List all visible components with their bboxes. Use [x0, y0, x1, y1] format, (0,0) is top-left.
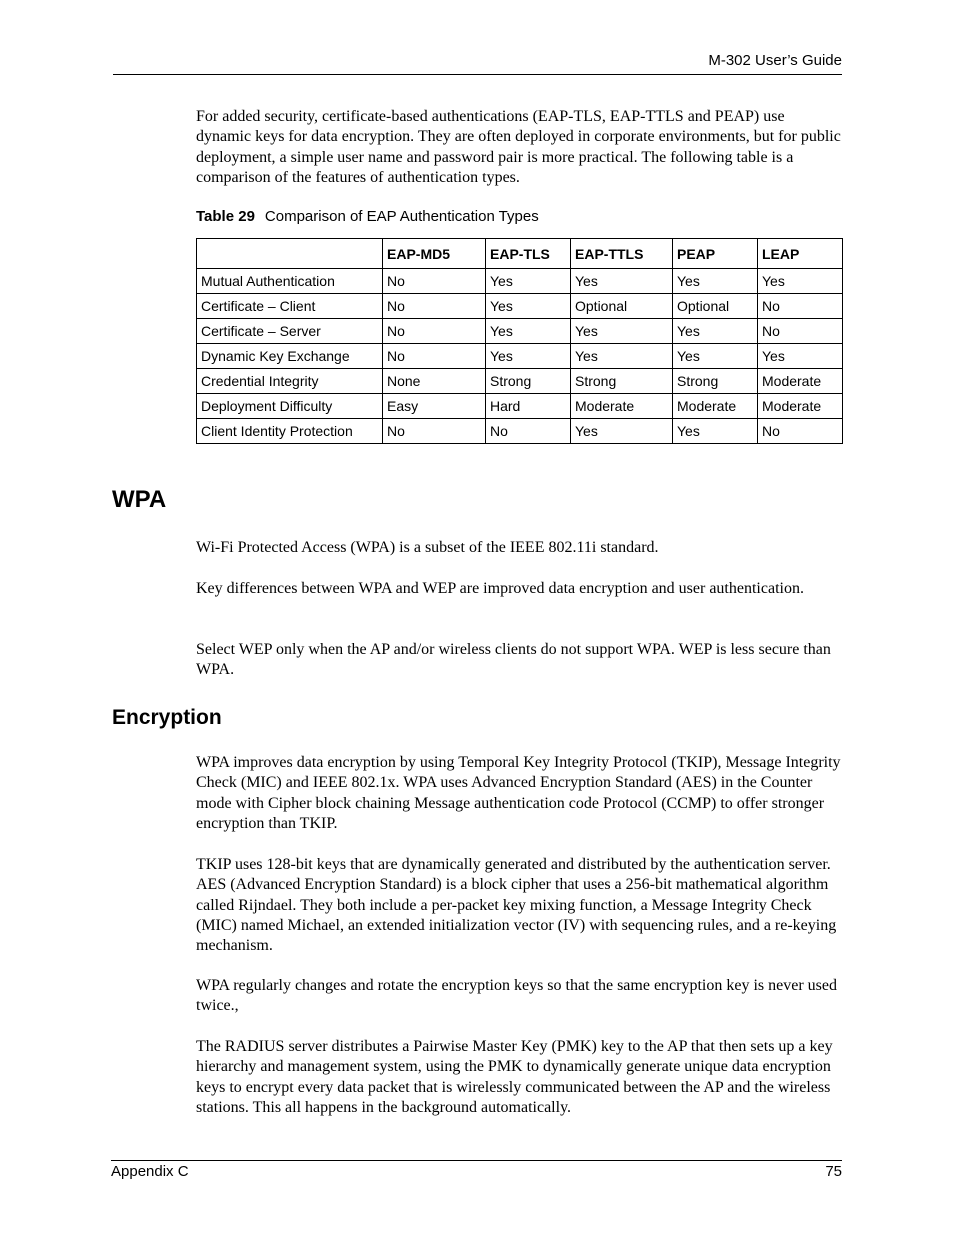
table-cell: Yes — [571, 344, 673, 369]
eap-comparison-table — [196, 238, 843, 444]
table-cell: No — [383, 294, 486, 319]
table-cell: Yes — [486, 344, 571, 369]
table-cell: Yes — [486, 269, 571, 294]
table-cell: No — [383, 319, 486, 344]
row-label: Client Identity Protection — [197, 419, 383, 444]
table-cell: Yes — [758, 269, 843, 294]
wpa-paragraph: Wi-Fi Protected Access (WPA) is a subset of the IEEE 802.11i standard. — [196, 539, 659, 556]
table-cell: No — [758, 294, 843, 319]
table-caption-number: Table 29 — [196, 208, 255, 225]
wpa-paragraph: Select WEP only when the AP and/or wireless clients do not support WPA. WEP is less secure than WPA. — [196, 641, 831, 679]
table-cell: Moderate — [758, 394, 843, 419]
table-cell: Yes — [486, 294, 571, 319]
table-cell: No — [383, 269, 486, 294]
column-header: EAP-TLS — [486, 239, 571, 269]
table-caption-title: Comparison of EAP Authentication Types — [264, 208, 539, 225]
table-cell: Yes — [758, 344, 843, 369]
table-cell: Moderate — [571, 394, 673, 419]
encryption-paragraph: WPA improves data encryption by using Temporal Key Integrity Protocol (TKIP), Message Integrity Check (MIC) and IEEE 802.1x. WPA uses Advanced Encryption Standard (AES) in the Counter mode with Cipher block chaining Message authentication code Protocol (CCMP) to offer stronger encryption than TKIP. — [196, 754, 841, 832]
row-label: Dynamic Key Exchange — [197, 344, 383, 369]
table-cell: No — [486, 419, 571, 444]
column-header: PEAP — [673, 239, 758, 269]
table-cell: Moderate — [758, 369, 843, 394]
table-header-row — [197, 239, 843, 269]
table-caption — [196, 208, 539, 225]
table-cell: Yes — [673, 319, 758, 344]
encryption-paragraph: TKIP uses 128-bit keys that are dynamically generated and distributed by the authentication server. AES (Advanced Encryption Standard) is a block cipher that uses a 256-bit mathematical algorithm called Rijndael. They both include a per-packet key mixing function, a Message Integrity Check (MIC) named Michael, an extended initialization vector (IV) with sequencing rules, and a re-keying mechanism. — [196, 856, 837, 955]
table-cell: No — [758, 319, 843, 344]
table-cell: No — [383, 419, 486, 444]
table-cell: None — [383, 369, 486, 394]
row-label: Deployment Difficulty — [197, 394, 383, 419]
table-row — [197, 269, 843, 294]
table-row — [197, 394, 843, 419]
page-number: 75 — [825, 1163, 842, 1180]
table-cell: Yes — [571, 319, 673, 344]
table-row — [197, 419, 843, 444]
table-cell: No — [383, 344, 486, 369]
table-cell: Yes — [571, 419, 673, 444]
wpa-paragraph: Key differences between WPA and WEP are improved data encryption and user authentication. — [196, 580, 804, 597]
column-header: EAP-MD5 — [383, 239, 486, 269]
row-label: Credential Integrity — [197, 369, 383, 394]
intro-paragraph: For added security, certificate-based authentications (EAP-TLS, EAP-TTLS and PEAP) use dynamic keys for data encryption. They are often deployed in corporate environments, but for public deployment, a simple user name and password pair is more practical. The following table is a comparison of the features of authentication types. — [196, 108, 841, 186]
column-header: EAP-TTLS — [571, 239, 673, 269]
running-header — [113, 50, 842, 75]
table-cell: Strong — [571, 369, 673, 394]
wpa-heading: WPA — [112, 486, 167, 513]
table-cell: Yes — [673, 419, 758, 444]
row-label: Certificate – Server — [197, 319, 383, 344]
table-cell: Moderate — [673, 394, 758, 419]
footer-section: Appendix C — [111, 1163, 189, 1180]
row-label: Mutual Authentication — [197, 269, 383, 294]
table-cell: Yes — [571, 269, 673, 294]
table-cell: Strong — [673, 369, 758, 394]
table-cell: Yes — [673, 344, 758, 369]
table-row — [197, 344, 843, 369]
table-cell: No — [758, 419, 843, 444]
table-cell: Yes — [673, 269, 758, 294]
encryption-paragraph: WPA regularly changes and rotate the encryption keys so that the same encryption key is never used twice., — [196, 977, 837, 1015]
encryption-paragraph: The RADIUS server distributes a Pairwise Master Key (PMK) key to the AP that then sets up a key hierarchy and management system, using the PMK to dynamically generate unique data encryption keys to encrypt every data packet that is wirelessly communicated between the AP and the wireless stations. This all happens in the background automatically. — [196, 1038, 833, 1116]
table-cell: Yes — [486, 319, 571, 344]
table-row — [197, 369, 843, 394]
column-header: LEAP — [758, 239, 843, 269]
encryption-heading: Encryption — [112, 706, 222, 729]
table-cell: Hard — [486, 394, 571, 419]
row-label: Certificate – Client — [197, 294, 383, 319]
table-cell: Optional — [673, 294, 758, 319]
column-header — [197, 239, 383, 269]
guide-title: M-302 User’s Guide — [708, 52, 842, 69]
running-footer — [111, 1160, 842, 1180]
table-cell: Easy — [383, 394, 486, 419]
table-cell: Strong — [486, 369, 571, 394]
table-row — [197, 319, 843, 344]
table-cell: Optional — [571, 294, 673, 319]
table-row — [197, 294, 843, 319]
